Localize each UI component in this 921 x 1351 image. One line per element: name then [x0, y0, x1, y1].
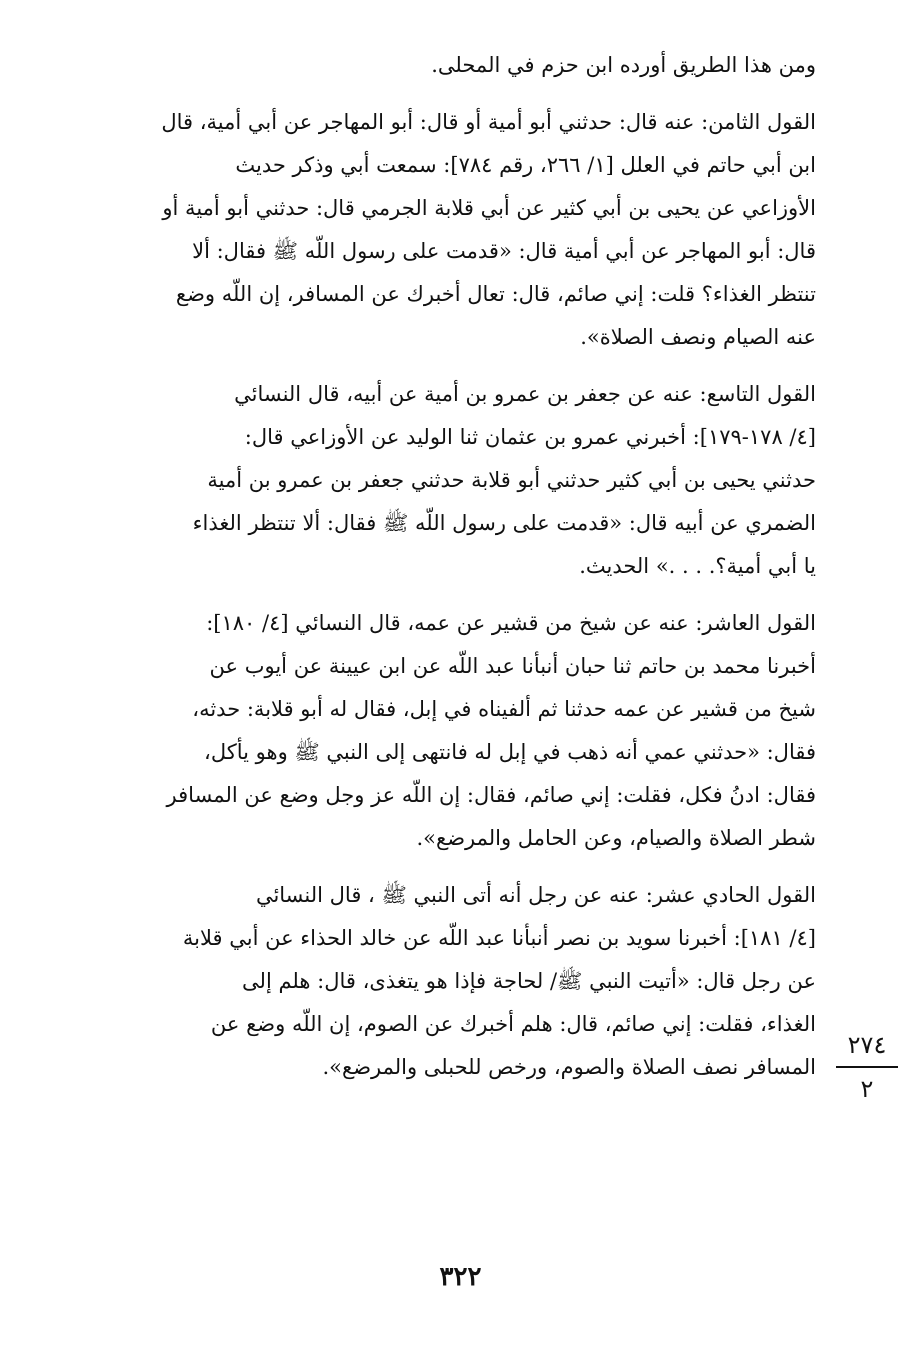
paragraph-gap: [96, 359, 816, 373]
margin-reference-top: ٢٧٤: [847, 1031, 887, 1059]
margin-reference: [830, 1030, 904, 1104]
paragraph: [96, 373, 816, 588]
text-line: المسافر نصف الصلاة والصوم، ورخص للحبلى والمرضع».: [322, 1055, 816, 1079]
text-line: قال: أبو المهاجر عن أبي أمية قال: «قدمت على رسول اللّه ﷺ فقال: ألا: [192, 239, 816, 263]
text-line: القول العاشر: عنه عن شيخ من قشير عن عمه، قال النسائي [٤/ ١٨٠]:: [206, 611, 816, 635]
text-line: الأوزاعي عن يحيى بن أبي كثير عن أبي قلابة الجرمي قال: حدثني أبو أمية أو: [162, 196, 816, 220]
text-line: الضمري عن أبيه قال: «قدمت على رسول اللّه ﷺ فقال: ألا تنتظر الغذاء: [192, 511, 816, 535]
paragraph-gap: [96, 588, 816, 602]
main-text-column: [96, 44, 816, 1089]
text-line: عنه الصيام ونصف الصلاة».: [580, 325, 816, 349]
paragraph: [96, 602, 816, 860]
text-line: القول التاسع: عنه عن جعفر بن عمرو بن أمية عن أبيه، قال النسائي: [234, 382, 816, 406]
margin-reference-rule: [836, 1066, 898, 1068]
text-line: ابن أبي حاتم في العلل [١/ ٢٦٦، رقم ٧٨٤]: سمعت أبي وذكر حديث: [235, 153, 816, 177]
text-line: القول الثامن: عنه قال: حدثني أبو أمية أو قال: أبو المهاجر عن أبي أمية، قال: [161, 110, 816, 134]
margin-reference-bottom: ٢: [860, 1075, 874, 1103]
text-line: حدثني يحيى بن أبي كثير حدثني أبو قلابة حدثني جعفر بن عمرو بن أمية: [207, 468, 816, 492]
text-line: شطر الصلاة والصيام، وعن الحامل والمرضع».: [416, 826, 816, 850]
paragraph-gap: [96, 860, 816, 874]
text-line: شيخ من قشير عن عمه حدثنا ثم ألفيناه في إبل، فقال له أبو قلابة: حدثه،: [192, 697, 816, 721]
text-line: عن رجل قال: «أتيت النبي ﷺ/ لحاجة فإذا هو يتغذى، قال: هلم إلى: [242, 969, 816, 993]
text-line: فقال: «حدثني عمي أنه ذهب في إبل له فانتهى إلى النبي ﷺ وهو يأكل،: [204, 740, 816, 764]
paragraph: [96, 874, 816, 1089]
text-line: يا أبي أمية؟. . . .» الحديث.: [579, 554, 816, 578]
text-line: [٤/ ١٧٨-١٧٩]: أخبرني عمرو بن عثمان ثنا الوليد عن الأوزاعي قال:: [244, 425, 816, 449]
page-number: ٣٢٢: [439, 1262, 482, 1292]
text-line: أخبرنا محمد بن حاتم ثنا حبان أنبأنا عبد اللّه عن ابن عيينة عن أيوب عن: [209, 654, 816, 678]
text-line: ومن هذا الطريق أورده ابن حزم في المحلى.: [431, 53, 816, 77]
text-line: فقال: ادنُ فكل، فقلت: إني صائم، فقال: إن اللّه عز وجل وضع عن المسافر: [166, 783, 816, 807]
paragraph-gap: [96, 87, 816, 101]
text-line: تنتظر الغذاء؟ قلت: إني صائم، قال: تعال أخبرك عن المسافر، إن اللّه وضع: [175, 282, 816, 306]
text-line: القول الحادي عشر: عنه عن رجل أنه أتى النبي ﷺ ، قال النسائي: [255, 883, 816, 907]
text-line: [٤/ ١٨١]: أخبرنا سويد بن نصر أنبأنا عبد اللّه عن خالد الحذاء عن أبي قلابة: [182, 926, 816, 950]
paragraph: [96, 44, 816, 87]
text-line: الغذاء، فقلت: إني صائم، قال: هلم أخبرك عن الصوم، إن اللّه وضع عن: [210, 1012, 816, 1036]
paragraph: [96, 101, 816, 359]
